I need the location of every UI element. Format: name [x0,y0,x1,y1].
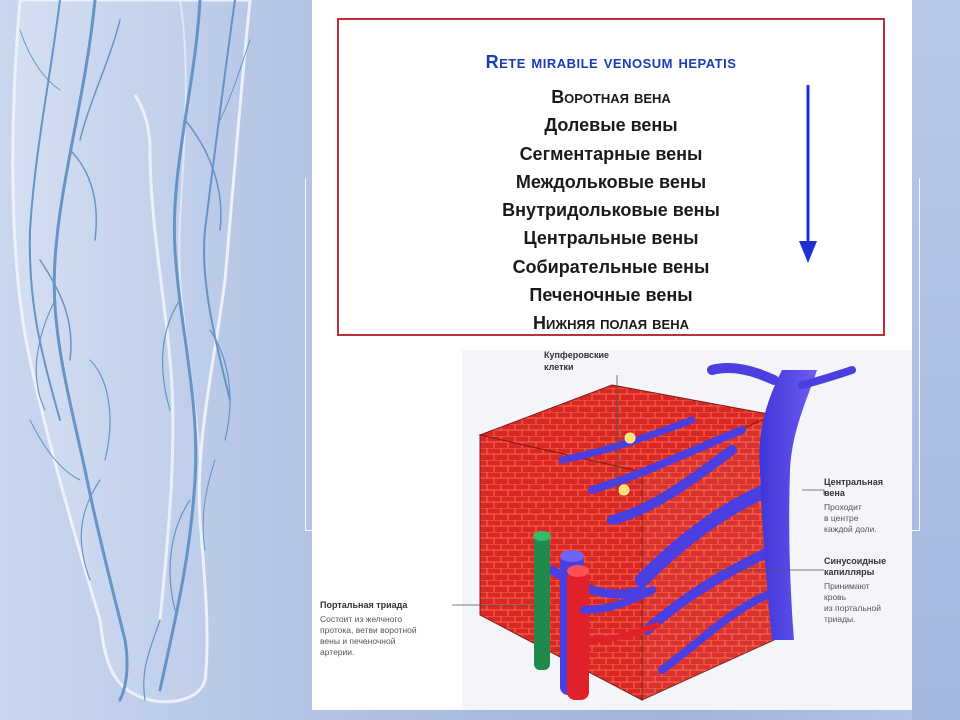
sinusoid-desc: Принимают [824,581,870,591]
list-item: Внутридольковые вены [502,200,720,221]
list-item: Печеночные вены [529,285,693,306]
slide-title [339,52,883,73]
sinusoid-desc-4: триады. [824,614,856,624]
central-vein-desc: Проходит [824,502,862,512]
down-arrow-icon [795,85,821,265]
kupffer-label: Купферовские [544,350,610,360]
central-vein-desc-2: в центре [824,513,859,523]
sinusoid-desc-3: из портальной [824,603,881,613]
liver-lobule-diagram [312,340,912,710]
list-item: Воротная вена [551,87,671,107]
central-vein-desc-3: каждой доли. [824,524,877,534]
title-text: Rete mirabile venosum hepatis [485,52,737,72]
portal-triad-title: Портальная триада [320,600,408,610]
portal-triad-desc-2: протока, ветви воротной [320,625,417,635]
kupffer-label-2: клетки [544,362,574,372]
list-item: Собирательные вены [512,256,710,277]
central-vein-title-2: вена [824,488,845,498]
list-item: Долевые вены [544,115,678,136]
sinusoid-title: Синусоидные [824,556,887,566]
list-item: Сегментарные вены [519,143,703,164]
portal-triad-desc: Состоит из желчного [320,614,403,624]
legs-veins-illustration [0,0,312,720]
portal-triad-desc-3: вены и печеночной [320,636,396,646]
list-item: Нижняя полая вена [533,313,689,334]
portal-triad-desc-4: артерии. [320,647,355,657]
list-item: Междольковые вены [515,171,707,192]
central-vein-title: Центральная [824,477,883,487]
list-item: Центральные вены [523,228,699,249]
sinusoid-title-2: капилляры [824,567,875,577]
sinusoid-desc-2: кровь [824,592,847,602]
